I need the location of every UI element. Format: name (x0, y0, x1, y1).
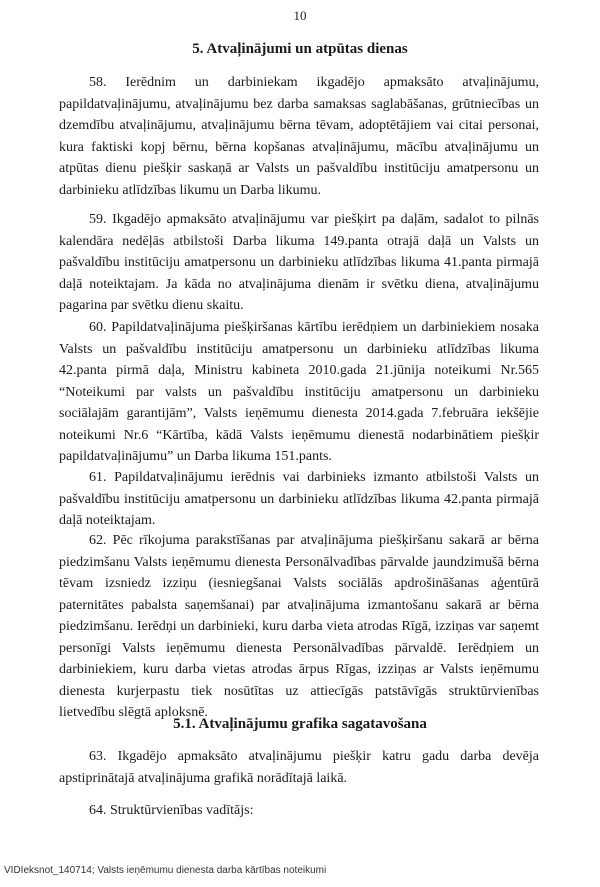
paragraph-64: 64. Struktūrvienības vadītājs: (89, 803, 254, 818)
paragraph-58: 58. Ierēdnim un darbiniekam ikgadējo apmaksāto atvaļinājumu, papildatvaļinājumu, atvaļinājumu bez darba samaksas saglabāšanas, grūtniecības un dzemdību atvaļinājumu, atvaļinājumu bērna tēvam, adoptētājiem vai citai personai, kura faktiski kopj bērnu, bērna kopšanas atvaļinājumu, mācību atvaļinājumu un atpūtas dienu piešķir saskaņā ar Valsts un pašvaldību institūciju amatpersonu un darbinieku atlīdzības likumu un Darba likumu. (59, 75, 539, 198)
paragraph-61: 61. Papildatvaļinājumu ierēdnis vai darbinieks izmanto atbilstoši Valsts un pašvaldību institūciju amatpersonu un darbinieku atlīdzības likuma 42.panta pirmajā daļā noteiktajam. (59, 470, 539, 528)
section-heading: 5. Atvaļinājumi un atpūtas dienas (192, 41, 408, 57)
paragraph-59: 59. Ikgadējo apmaksāto atvaļinājumu var piešķirt pa daļām, sadalot to pilnās kalendāra nedēļās atbilstoši Darba likuma 149.panta otrajā daļā un Valsts un pašvaldību institūciju amatpersonu un darbinieku atlīdzības likuma 41.panta pirmajā daļā noteiktajam. Ja kāda no atvaļinājuma dienām ir svētku diena, atvaļinājumu pagarina par svētku dienu skaitu. (59, 212, 539, 313)
subsection-heading: 5.1. Atvaļinājumu grafika sagatavošana (173, 716, 427, 732)
paragraph-60: 60. Papildatvaļinājuma piešķiršanas kārtību ierēdņiem un darbiniekiem nosaka Valsts un pašvaldību institūciju amatpersonu un darbinieku atlīdzības likuma 42.panta pirmā daļa, Ministru kabineta 2010.gada 21.jūnija noteikumi Nr.565 “Noteikumi par valsts un pašvaldību institūciju amatpersonu un darbinieku sociālajām garantijām”, Valsts ieņēmumu dienesta 2014.gada 7.februāra iekšējie noteikumi Nr.6 “Kārtība, kādā Valsts ieņēmumu dienestā nodarbinātiem piešķir papildatvaļinājumu” un Darba likuma 151.pants. (59, 320, 539, 464)
footer-text: VIDIeksnot_140714; Valsts ieņēmumu dienesta darba kārtības noteikumi (4, 865, 327, 876)
page-number: 10 (293, 8, 307, 23)
paragraph-62: 62. Pēc rīkojuma parakstīšanas par atvaļinājuma piešķiršanu sakarā ar bērna piedzimšanu Valsts ieņēmumu dienesta Personālvadības pārvalde jaundzimušā bērna tēvam izsniedz izziņu (iesniegšanai Valsts sociālās apdrošināšanas aģentūrā paternitātes pabalsta saņemšanai) par atvaļinājuma izmantošanu sakarā ar bērna piedzimšanu. Ierēdņi un darbinieki, kuru darba vieta atrodas Rīgā, izziņas var saņemt personīgi Valsts ieņēmumu dienesta Personālvadības pārvaldē. Ierēdņiem un darbiniekiem, kuru darba vietas atrodas ārpus Rīgas, izziņas ar Valsts ieņēmumu dienesta kurjerpastu tiek nosūtītas uz attiecīgās patstāvīgās struktūrvienības lietvedību slēgtā aploksnē. (59, 533, 539, 720)
paragraph-63: 63. Ikgadējo apmaksāto atvaļinājumu piešķir katru gadu darba devēja apstiprinātajā atvaļinājuma grafikā norādītajā laikā. (59, 749, 539, 786)
